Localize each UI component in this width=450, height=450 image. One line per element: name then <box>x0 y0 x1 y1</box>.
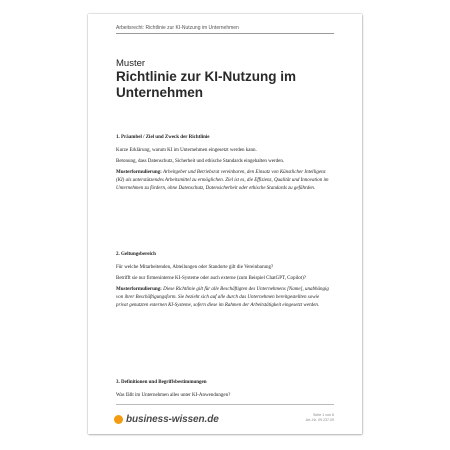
section-scope <box>116 251 330 313</box>
section-preamble <box>116 134 330 193</box>
example-label: Musterformulierung: <box>116 170 162 175</box>
document-body <box>116 134 330 398</box>
example-formulation <box>116 286 330 310</box>
section-heading: 3. Definitionen und Begriffsbestimmungen <box>116 380 207 385</box>
article-number: Art.-Nr. 09.237.09 <box>305 418 334 422</box>
footer-meta <box>306 413 334 423</box>
footer-divider <box>116 404 334 405</box>
section-heading: 1. Präambel / Ziel und Zweck der Richtlinie <box>116 135 210 140</box>
section-paragraph: Was fällt im Unternehmen alles unter KI-Anwendungen? <box>116 393 231 398</box>
example-label: Musterformulierung: <box>116 287 162 292</box>
section-definitions <box>116 379 330 403</box>
section-paragraph: Für welche Mitarbeitenden, Abteilungen oder Standorte gilt die Vereinbarung? <box>116 265 274 270</box>
example-text: Arbeitgeber und Betriebsrat vereinbaren, den Einsatz von Künstlicher Intelligenz (KI) als unterstützendes Arbeitsmittel zu ermöglichen. Ziel ist es, die Effizienz, Qualität und Innovation im Unternehmen zu fördern, ohne Datenschutz, Datensicherheit oder ethische Standards zu gefährden. <box>116 170 329 191</box>
section-paragraph: Kurze Erklärung, warum KI im Unternehmen eingesetzt werden kann. <box>116 148 257 153</box>
logo-dot-icon <box>114 415 123 424</box>
section-paragraph: Betrifft sie nur firmeninterne KI-Systeme oder auch externe (zum Beispiel ChatGPT, Copilot)? <box>116 276 307 281</box>
header-divider <box>116 33 334 34</box>
example-formulation <box>116 169 330 193</box>
logo-text: business-wissen.de <box>126 414 219 425</box>
business-wissen-logo <box>114 414 219 425</box>
document-page <box>88 14 362 434</box>
document-label: Muster <box>116 58 146 69</box>
example-text: Diese Richtlinie gilt für alle Beschäftigten des Unternehmens [Name], unabhängig von ihrer Beschäftigungsform. Sie bezieht sich auf alle durch das Unternehmen bereitgestellten sowie privat genutzten externen KI-Systeme, sofern diese im Rahmen der Arbeitstätigkeit eingesetzt werden. <box>116 287 329 308</box>
running-header: Arbeitsrecht: Richtlinie zur KI-Nutzung im Unternehmen <box>116 25 239 31</box>
page-number: Seite 1 von 6 <box>313 413 334 417</box>
document-title: Richtlinie zur KI-Nutzung im Unternehmen <box>116 69 296 100</box>
section-heading: 2. Geltungsbereich <box>116 252 156 257</box>
section-paragraph: Betonung, dass Datenschutz, Sicherheit und ethische Standards eingehalten werden. <box>116 159 285 164</box>
